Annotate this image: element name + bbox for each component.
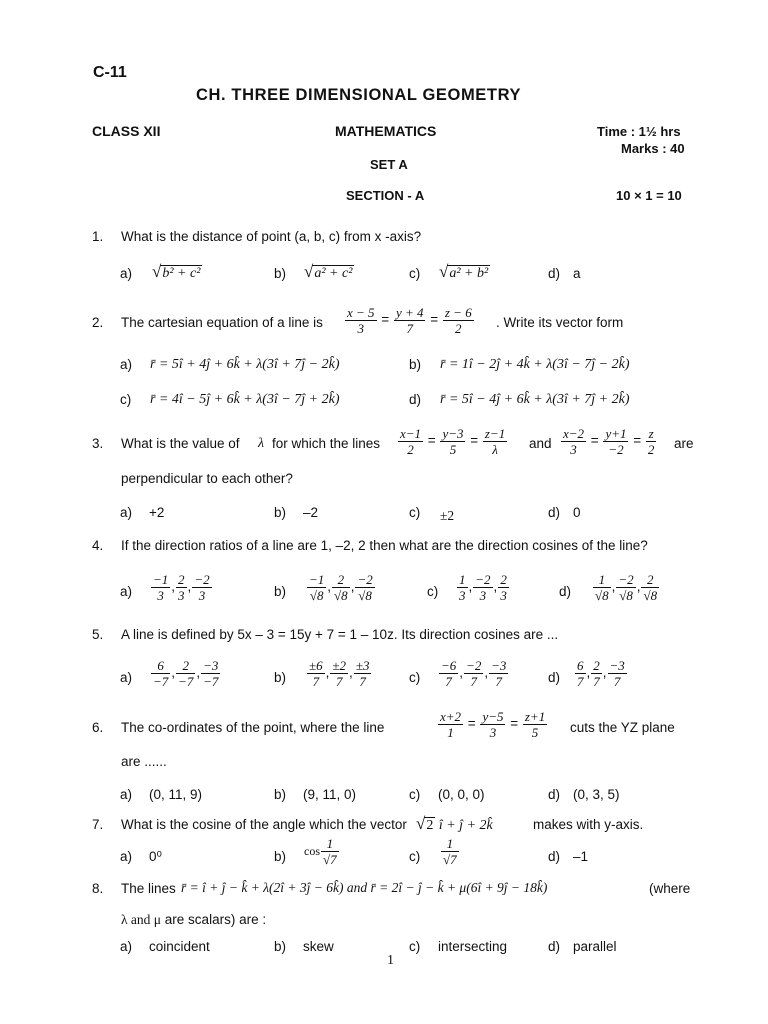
question-number: 1. xyxy=(92,229,104,244)
option-a[interactable]: $\frac{6}{-7}$ , $\frac{2}{-7}$ , $\frac{-3}{-7}$ xyxy=(153,658,219,689)
option-c[interactable]: $\frac{-6}{7}$ , $\frac{-2}{7}$ , $\frac{-3}{7}$ xyxy=(441,658,507,689)
line-equation-1: $\frac{x-1}{2}$ = $\frac{y-3}{5}$ = $\frac{z-1}{\lambda}$ xyxy=(400,426,506,457)
question-text-cont: λ and μ are scalars) are : xyxy=(121,912,267,927)
question-text: The lines xyxy=(121,881,176,896)
marks-label: Marks : 40 xyxy=(621,141,685,156)
question-1 xyxy=(92,229,422,244)
option-b[interactable]: –2 xyxy=(303,505,319,520)
option-d[interactable]: $\frac{6}{7}$ , $\frac{2}{7}$ , $\frac{-3}{7}$ xyxy=(577,658,625,689)
class-label: CLASS XII xyxy=(92,123,161,139)
option-d[interactable]: –1 xyxy=(573,849,589,864)
set-label: SET A xyxy=(370,157,408,172)
option-b[interactable]: $\frac{-1}{√8}$ , $\frac{2}{√8}$ , $\frac{-2}{√8}$ xyxy=(309,572,373,603)
vector-expression: √2 î + ĵ + 2k̂ xyxy=(416,814,493,833)
option-d[interactable]: (0, 3, 5) xyxy=(573,787,620,802)
option-c[interactable]: intersecting xyxy=(438,939,508,954)
option-b[interactable]: cos $\frac{1}{√7}$ xyxy=(304,836,337,867)
section-label: SECTION - A xyxy=(346,188,425,203)
option-a[interactable]: (0, 11, 9) xyxy=(149,787,203,802)
question-text: A line is defined by 5x – 3 = 15y + 7 = 1 – 10z. Its direction cosines are ... xyxy=(121,627,559,642)
question-text: What is the cosine of the angle which the vector xyxy=(121,817,407,832)
option-b[interactable]: (9, 11, 0) xyxy=(303,787,357,802)
question-text-cont: perpendicular to each other? xyxy=(121,471,293,486)
option-d[interactable]: a xyxy=(573,266,581,281)
option-label: a) xyxy=(120,266,133,281)
line-equation: $\frac{x+2}{1}$ = $\frac{y-5}{3}$ = $\frac{z+1}{5}$ xyxy=(440,709,546,740)
section-marks: 10 × 1 = 10 xyxy=(616,188,682,203)
option-a[interactable]: coincident xyxy=(149,939,210,954)
question-text: What is the distance of point (a, b, c) from x -axis? xyxy=(121,229,422,244)
option-c[interactable]: (0, 0, 0) xyxy=(438,787,485,802)
question-text-cont: are ...... xyxy=(121,754,167,769)
option-b[interactable]: skew xyxy=(303,939,334,954)
option-a[interactable]: √b² + c² xyxy=(152,262,201,281)
option-c[interactable]: √a² + b² xyxy=(439,262,489,281)
option-d[interactable]: parallel xyxy=(573,939,617,954)
option-c[interactable]: ±2 xyxy=(440,508,455,523)
question-text: The co-ordinates of the point, where the line xyxy=(121,720,385,735)
option-a[interactable]: $\frac{-1}{3}$ , $\frac{2}{3}$ , $\frac{-2}{3}$ xyxy=(153,572,210,603)
paper-code: C-11 xyxy=(93,64,127,81)
lines-equation: r̄ = î + ĵ − k̂ + λ(2î + 3ĵ − 6k̂) and r̄ = 2î − ĵ − k̂ + μ(6î + 9ĵ − 18k̂) xyxy=(181,880,548,895)
question-8: 8. The lines r̄ = î + ĵ − k̂ + λ(2î + 3ĵ − 6k̂) and r̄ = 2î − ĵ − k̂ + μ(6î + 9ĵ − 18k̂) (where xyxy=(92,880,691,896)
option-b[interactable]: $\frac{\pm 6}{7}$ , $\frac{\pm 2}{7}$ , $\frac{\pm 3}{7}$ xyxy=(309,658,370,689)
option-a[interactable]: +2 xyxy=(149,505,165,520)
page-title: CH. THREE DIMENSIONAL GEOMETRY xyxy=(196,86,522,104)
option-b[interactable]: √a² + c² xyxy=(304,262,353,281)
question-text: If the direction ratios of a line are 1, –2, 2 then what are the direction cosines of the line? xyxy=(121,538,648,553)
question-text: The cartesian equation of a line is xyxy=(121,315,323,330)
time-label: Time : 1½ hrs xyxy=(597,124,681,139)
page-number: 1 xyxy=(387,953,394,968)
question-5: 5. A line is defined by 5x – 3 = 15y + 7 = 1 – 10z. Its direction cosines are ... xyxy=(92,627,559,642)
option-d[interactable]: r̄ = 5î − 4ĵ + 6k̂ + λ(3î + 7ĵ + 2k̂) xyxy=(440,392,630,407)
option-c[interactable]: r̄ = 4î − 5ĵ + 6k̂ + λ(3î − 7ĵ + 2k̂) xyxy=(150,392,340,407)
option-c[interactable]: $\frac{1}{√7}$ xyxy=(443,836,457,867)
question-4: 4. If the direction ratios of a line are 1, –2, 2 then what are the direction cosines of the line? xyxy=(92,538,648,553)
question-text: What is the value of xyxy=(121,436,240,451)
option-a[interactable]: 0⁰ xyxy=(149,849,162,864)
option-c[interactable]: $\frac{1}{3}$ , $\frac{-2}{3}$ , $\frac{2}{3}$ xyxy=(459,572,507,603)
question-7: 7. What is the cosine of the angle which the vector √2 î + ĵ + 2k̂ makes with y-axis. xyxy=(92,814,644,833)
option-a[interactable]: r̄ = 5î + 4ĵ + 6k̂ + λ(3î + 7ĵ − 2k̂) xyxy=(150,357,340,372)
cartesian-equation: $\frac{x - 5}{3}$ = $\frac{y + 4}{7}$ = $\frac{z - 6}{2}$ xyxy=(347,305,472,336)
subject-label: MATHEMATICS xyxy=(335,123,437,139)
line-equation-2: $\frac{x-2}{3}$ = $\frac{y+1}{-2}$ = $\frac{z}{2}$ xyxy=(563,426,655,457)
option-b[interactable]: r̄ = 1î − 2ĵ + 4k̂ + λ(3î − 7ĵ − 2k̂) xyxy=(440,357,630,372)
option-d[interactable]: $\frac{1}{√8}$ , $\frac{-2}{√8}$ , $\frac{2}{√8}$ xyxy=(595,572,658,603)
option-d[interactable]: 0 xyxy=(573,505,581,520)
